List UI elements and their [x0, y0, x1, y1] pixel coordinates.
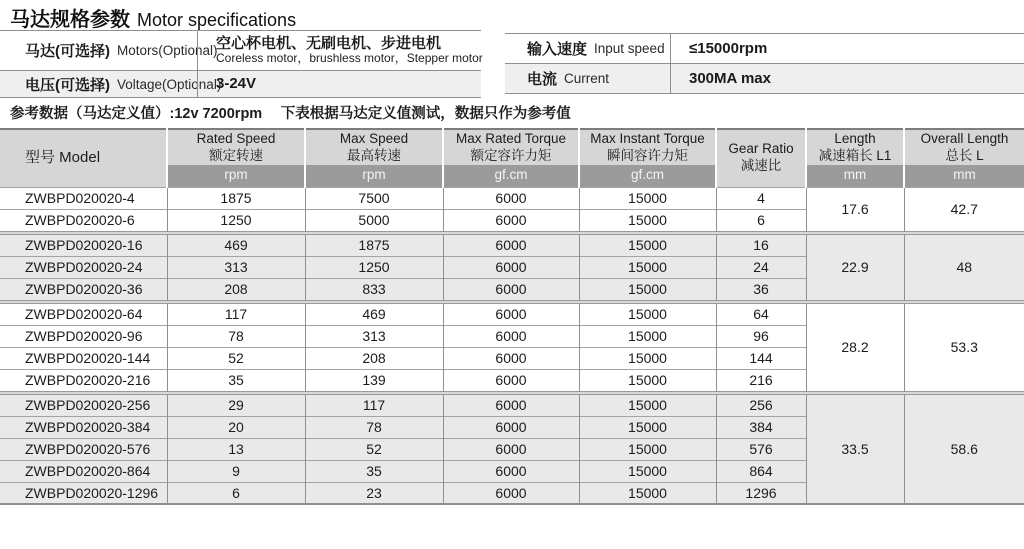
max-speed-cell: 52 — [305, 438, 443, 460]
rated-speed-cell: 35 — [167, 369, 305, 391]
page-title-en: Motor specifications — [137, 10, 297, 30]
max-speed-cell: 208 — [305, 347, 443, 369]
max-rated-torque-cell: 6000 — [443, 482, 579, 504]
max-rated-torque-cell: 6000 — [443, 325, 579, 347]
rated-speed-cell: 6 — [167, 482, 305, 504]
max-instant-torque-cell: 15000 — [579, 369, 716, 391]
model-cell: ZWBPD020020-576 — [0, 438, 167, 460]
motors-value — [197, 31, 483, 70]
info-row-voltage — [0, 71, 481, 98]
max-rated-torque-cell: 6000 — [443, 394, 579, 416]
length-cell: 33.5 — [806, 394, 904, 504]
rated-speed-cell: 117 — [167, 303, 305, 325]
model-cell: ZWBPD020020-1296 — [0, 482, 167, 504]
rated-speed-cell: 29 — [167, 394, 305, 416]
max-rated-torque-cell: 6000 — [443, 438, 579, 460]
motors-label-en: Motors(Optional) — [117, 43, 218, 58]
unit-rated-speed: rpm — [167, 165, 305, 187]
unit-overall-length: mm — [904, 165, 1024, 187]
max-rated-torque-cell: 6000 — [443, 303, 579, 325]
current-value: 300MA max — [670, 64, 1024, 93]
length-cell: 17.6 — [806, 187, 904, 231]
gear-ratio-cell: 16 — [716, 234, 806, 256]
model-cell: ZWBPD020020-384 — [0, 416, 167, 438]
motors-value-zh: 空心杯电机、无刷电机、步进电机 — [216, 34, 442, 52]
info-table-motors-voltage — [0, 30, 481, 98]
model-cell: ZWBPD020020-36 — [0, 278, 167, 300]
model-cell: ZWBPD020020-64 — [0, 303, 167, 325]
gear-ratio-cell: 216 — [716, 369, 806, 391]
max-speed-cell: 78 — [305, 416, 443, 438]
max-instant-torque-cell: 15000 — [579, 416, 716, 438]
overall-length-cell: 53.3 — [904, 303, 1024, 391]
unit-max-speed: rpm — [305, 165, 443, 187]
max-speed-cell: 1875 — [305, 234, 443, 256]
max-speed-cell: 7500 — [305, 187, 443, 209]
max-instant-torque-cell: 15000 — [579, 303, 716, 325]
max-rated-torque-cell: 6000 — [443, 278, 579, 300]
input-speed-label-en: Input speed — [594, 41, 665, 56]
gear-ratio-cell: 576 — [716, 438, 806, 460]
rated-speed-cell: 13 — [167, 438, 305, 460]
overall-length-cell: 42.7 — [904, 187, 1024, 231]
unit-length: mm — [806, 165, 904, 187]
max-rated-torque-cell: 6000 — [443, 369, 579, 391]
col-header-rated-speed: Rated Speed 额定转速 — [167, 129, 305, 165]
spec-row — [0, 394, 1024, 416]
model-cell: ZWBPD020020-96 — [0, 325, 167, 347]
model-cell: ZWBPD020020-144 — [0, 347, 167, 369]
gear-ratio-cell: 64 — [716, 303, 806, 325]
col-header-model: 型号 Model — [0, 129, 167, 187]
max-rated-torque-cell: 6000 — [443, 209, 579, 231]
info-row-input-speed — [505, 34, 1024, 64]
max-rated-torque-cell: 6000 — [443, 234, 579, 256]
unit-max-instant-torque: gf.cm — [579, 165, 716, 187]
rated-speed-cell: 208 — [167, 278, 305, 300]
spec-table — [0, 128, 1024, 505]
rated-speed-cell: 313 — [167, 256, 305, 278]
max-instant-torque-cell: 15000 — [579, 325, 716, 347]
current-label-zh: 电流 — [527, 71, 558, 88]
col-header-max-instant-torque: Max Instant Torque 瞬间容许力矩 — [579, 129, 716, 165]
col-header-max-speed: Max Speed 最高转速 — [305, 129, 443, 165]
max-rated-torque-cell: 6000 — [443, 416, 579, 438]
max-rated-torque-cell: 6000 — [443, 347, 579, 369]
col-header-overall-length: Overall Length 总长 L — [904, 129, 1024, 165]
overall-length-cell: 48 — [904, 234, 1024, 300]
rated-speed-cell: 20 — [167, 416, 305, 438]
input-speed-label-zh: 输入速度 — [527, 41, 588, 58]
max-speed-cell: 313 — [305, 325, 443, 347]
rated-speed-cell: 1250 — [167, 209, 305, 231]
voltage-value — [197, 71, 481, 97]
max-speed-cell: 1250 — [305, 256, 443, 278]
motors-value-en: Coreless motor，brushless motor，Stepper motor — [216, 51, 483, 66]
max-instant-torque-cell: 15000 — [579, 482, 716, 504]
model-cell: ZWBPD020020-864 — [0, 460, 167, 482]
max-speed-cell: 5000 — [305, 209, 443, 231]
model-cell: ZWBPD020020-216 — [0, 369, 167, 391]
gear-ratio-cell: 256 — [716, 394, 806, 416]
spec-row — [0, 187, 1024, 209]
gear-ratio-cell: 1296 — [716, 482, 806, 504]
col-header-length: Length 减速箱长 L1 — [806, 129, 904, 165]
spec-table-header — [0, 129, 1024, 187]
gear-ratio-cell: 864 — [716, 460, 806, 482]
rated-speed-cell: 469 — [167, 234, 305, 256]
rated-speed-cell: 52 — [167, 347, 305, 369]
max-speed-cell: 23 — [305, 482, 443, 504]
motors-label-zh: 马达(可选择) — [25, 43, 110, 60]
rated-speed-cell: 9 — [167, 460, 305, 482]
page-title — [10, 3, 296, 32]
gear-ratio-cell: 6 — [716, 209, 806, 231]
max-instant-torque-cell: 15000 — [579, 438, 716, 460]
reference-note: 参考数据（马达定义值）:12v 7200rpm 下表根据马达定义值测试，数据只作为参考值 — [10, 106, 571, 122]
gear-ratio-cell: 384 — [716, 416, 806, 438]
max-instant-torque-cell: 15000 — [579, 209, 716, 231]
model-cell: ZWBPD020020-24 — [0, 256, 167, 278]
info-table-speed-current — [505, 33, 1024, 94]
max-rated-torque-cell: 6000 — [443, 187, 579, 209]
max-speed-cell: 139 — [305, 369, 443, 391]
overall-length-cell: 58.6 — [904, 394, 1024, 504]
spec-table-body — [0, 187, 1024, 504]
max-instant-torque-cell: 15000 — [579, 460, 716, 482]
max-rated-torque-cell: 6000 — [443, 460, 579, 482]
spec-table-container — [0, 128, 1024, 505]
max-instant-torque-cell: 15000 — [579, 187, 716, 209]
max-speed-cell: 469 — [305, 303, 443, 325]
voltage-label-en: Voltage(Optional) — [117, 76, 222, 92]
col-header-max-rated-torque: Max Rated Torque 额定容许力矩 — [443, 129, 579, 165]
max-speed-cell: 35 — [305, 460, 443, 482]
input-speed-value: ≤15000rpm — [670, 34, 1024, 63]
max-instant-torque-cell: 15000 — [579, 256, 716, 278]
max-instant-torque-cell: 15000 — [579, 394, 716, 416]
info-row-motors — [0, 31, 481, 71]
voltage-label — [0, 71, 222, 97]
rated-speed-cell: 78 — [167, 325, 305, 347]
gear-ratio-cell: 96 — [716, 325, 806, 347]
page-title-zh: 马达规格参数 — [10, 9, 130, 31]
current-label-en: Current — [564, 71, 610, 86]
info-row-current — [505, 64, 1024, 94]
gear-ratio-cell: 36 — [716, 278, 806, 300]
model-cell: ZWBPD020020-16 — [0, 234, 167, 256]
col-header-gear-ratio: Gear Ratio 减速比 — [716, 129, 806, 187]
gear-ratio-cell: 4 — [716, 187, 806, 209]
max-instant-torque-cell: 15000 — [579, 234, 716, 256]
rated-speed-cell: 1875 — [167, 187, 305, 209]
unit-max-rated-torque: gf.cm — [443, 165, 579, 187]
motors-label — [0, 31, 218, 70]
model-cell: ZWBPD020020-4 — [0, 187, 167, 209]
max-instant-torque-cell: 15000 — [579, 347, 716, 369]
length-cell: 28.2 — [806, 303, 904, 391]
gear-ratio-cell: 144 — [716, 347, 806, 369]
max-instant-torque-cell: 15000 — [579, 278, 716, 300]
max-speed-cell: 833 — [305, 278, 443, 300]
current-label — [505, 64, 670, 93]
spec-row — [0, 234, 1024, 256]
model-cell: ZWBPD020020-256 — [0, 394, 167, 416]
model-cell: ZWBPD020020-6 — [0, 209, 167, 231]
voltage-value-text: 3-24V — [216, 75, 257, 93]
length-cell: 22.9 — [806, 234, 904, 300]
input-speed-label — [505, 34, 670, 63]
spec-row — [0, 303, 1024, 325]
max-speed-cell: 117 — [305, 394, 443, 416]
gear-ratio-cell: 24 — [716, 256, 806, 278]
voltage-label-zh: 电压(可选择) — [25, 76, 110, 94]
max-rated-torque-cell: 6000 — [443, 256, 579, 278]
